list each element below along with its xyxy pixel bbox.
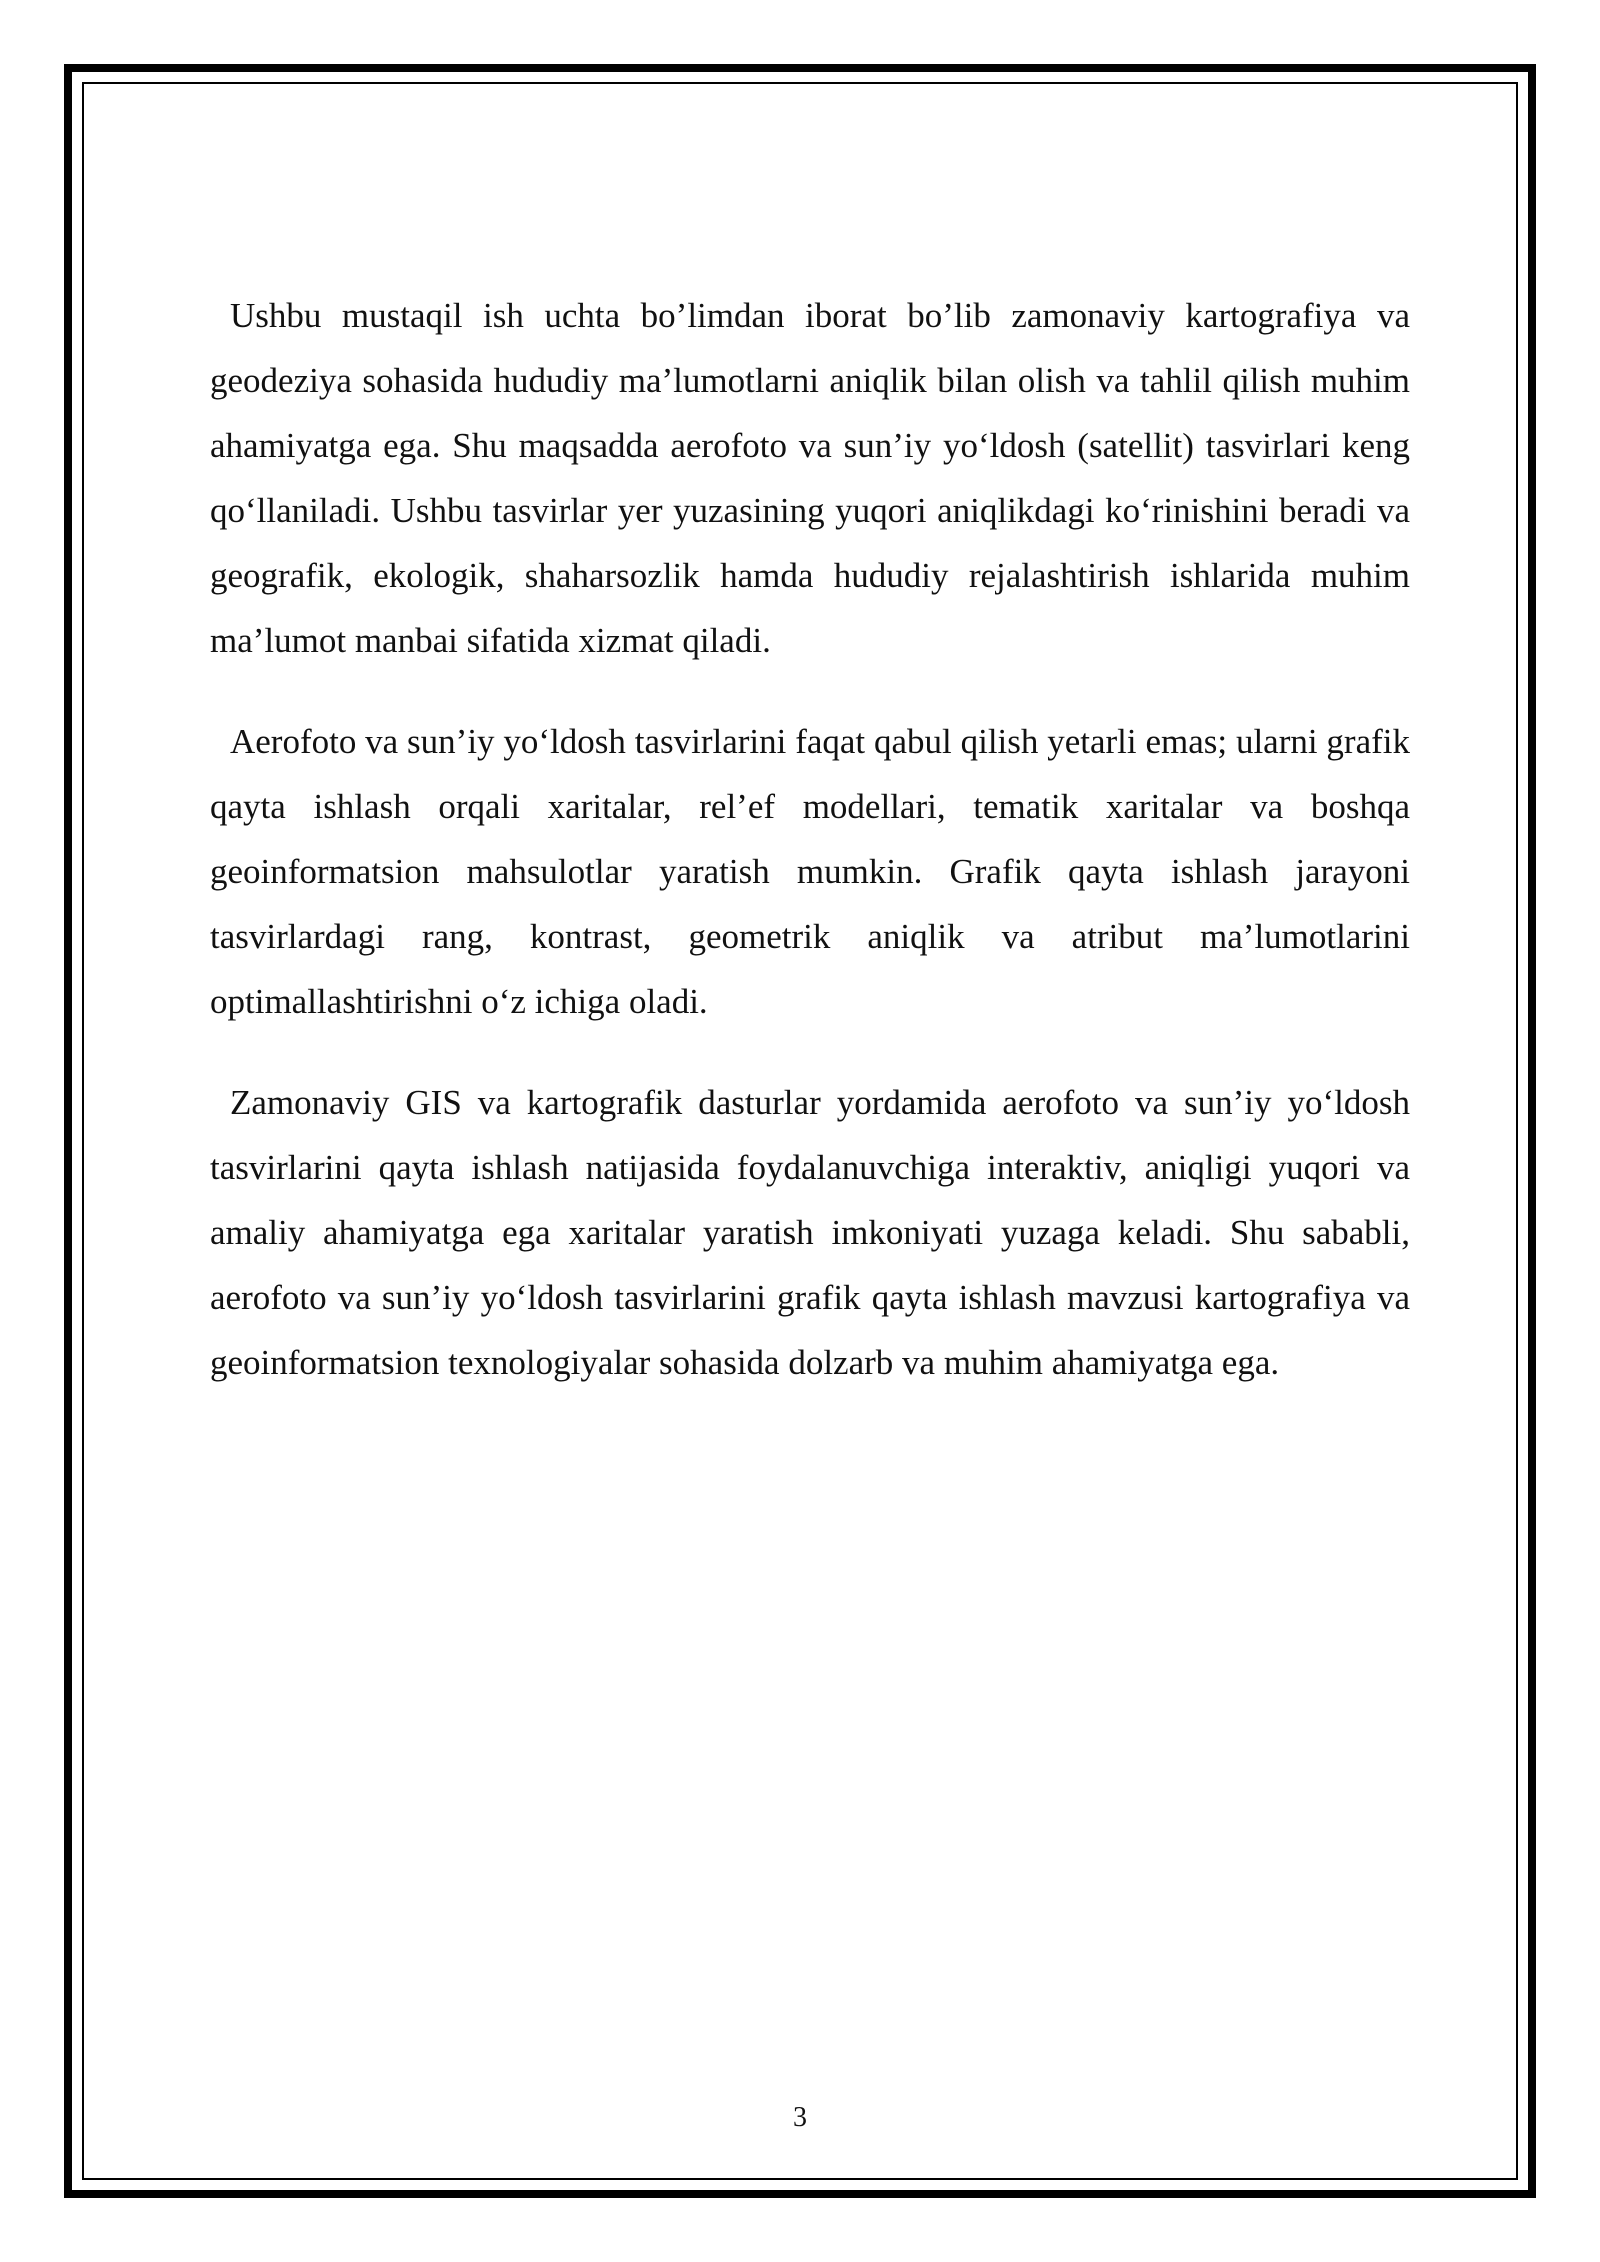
paragraph-1: Ushbu mustaqil ish uchta bo’limdan iborat bo’lib zamonaviy kartografiya va geodeziya sohasida hududiy ma’lumotlarni aniqlik bilan olish va tahlil qilish muhim ahamiyatga ega. Shu maqsadda aerofoto va sun’iy yo‘ldosh (satellit) tasvirlari keng qo‘llaniladi. Ushbu tasvirlar yer yuzasining yuqori aniqlikdagi ko‘rinishini beradi va geografik, ekologik, shaharsozlik hamda hududiy rejalashtirish ishlarida muhim ma’lumot manbai sifatida xizmat qiladi. [210, 296, 1410, 660]
document-body [210, 283, 1410, 1431]
page-number: 3 [793, 2102, 807, 2133]
paragraph-3: Zamonaviy GIS va kartografik dasturlar yordamida aerofoto va sun’iy yo‘ldosh tasvirlarini qayta ishlash natijasida foydalanuvchiga interaktiv, aniqligi yuqori va amaliy ahamiyatga ega xaritalar yaratish imkoniyati yuzaga keladi. Shu sababli, aerofoto va sun’iy yo‘ldosh tasvirlarini grafik qayta ishlash mavzusi kartografiya va geoinformatsion texnologiyalar sohasida dolzarb va muhim ahamiyatga ega. [210, 1083, 1410, 1382]
paragraph-2: Aerofoto va sun’iy yo‘ldosh tasvirlarini faqat qabul qilish yetarli emas; ularni grafik qayta ishlash orqali xaritalar, rel’ef modellari, tematik xaritalar va boshqa geoinformatsion mahsulotlar yaratish mumkin. Grafik qayta ishlash jarayoni tasvirlardagi rang, kontrast, geometrik aniqlik va atribut ma’lumotlarini optimallashtirishni o‘z ichiga oladi. [210, 722, 1410, 1021]
